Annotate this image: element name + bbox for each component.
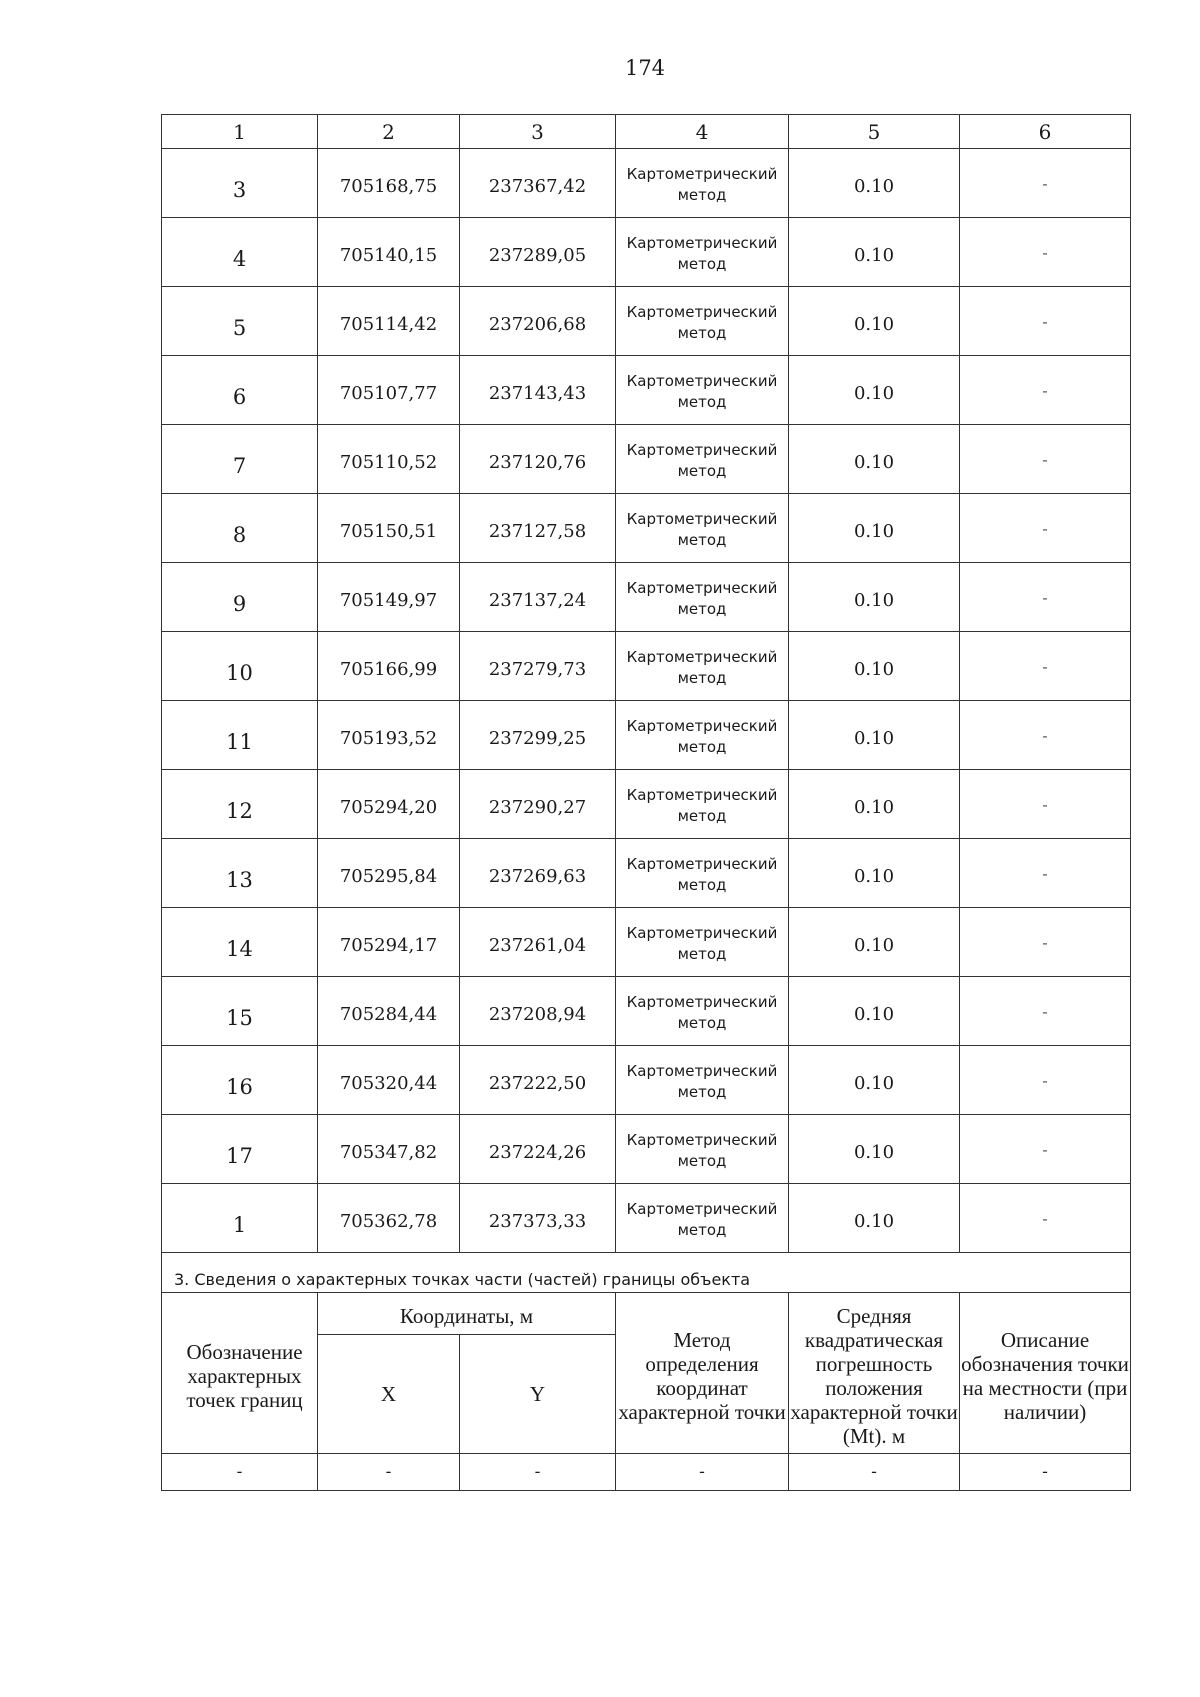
x-coordinate-cell: 705140,15 <box>318 218 460 287</box>
method-cell: Картометрический метод <box>616 701 789 770</box>
description-cell: - <box>960 1046 1131 1115</box>
point-number-cell: 16 <box>162 1046 318 1115</box>
accuracy-cell: 0.10 <box>789 563 960 632</box>
description-cell: - <box>960 494 1131 563</box>
method-cell: Картометрический метод <box>616 908 789 977</box>
accuracy-cell: 0.10 <box>789 839 960 908</box>
x-coordinate-cell: 705114,42 <box>318 287 460 356</box>
page-number: 174 <box>624 56 666 80</box>
table-row <box>162 701 1131 770</box>
point-number-cell: 13 <box>162 839 318 908</box>
header-method: Метод определения координат характерной точки <box>616 1293 789 1454</box>
method-cell: Картометрический метод <box>616 977 789 1046</box>
x-coordinate-cell: 705107,77 <box>318 356 460 425</box>
y-coordinate-cell: 237269,63 <box>460 839 616 908</box>
y-coordinate-cell: 237137,24 <box>460 563 616 632</box>
table-row <box>162 563 1131 632</box>
point-number-cell: 8 <box>162 494 318 563</box>
table-row <box>162 425 1131 494</box>
y-coordinate-cell: 237143,43 <box>460 356 616 425</box>
point-number-cell: 17 <box>162 1115 318 1184</box>
header-x: X <box>318 1335 460 1454</box>
method-cell: Картометрический метод <box>616 356 789 425</box>
column-number-cell: 4 <box>616 115 789 149</box>
x-coordinate-cell: 705294,20 <box>318 770 460 839</box>
description-cell: - <box>960 908 1131 977</box>
method-cell: Картометрический метод <box>616 1046 789 1115</box>
point-number-cell: 11 <box>162 701 318 770</box>
description-cell: - <box>960 977 1131 1046</box>
description-cell: - <box>960 839 1131 908</box>
accuracy-cell: 0.10 <box>789 632 960 701</box>
column-number-row <box>162 115 1131 149</box>
column-number-cell: 2 <box>318 115 460 149</box>
y-coordinate-cell: 237299,25 <box>460 701 616 770</box>
accuracy-cell: 0.10 <box>789 701 960 770</box>
table-row <box>162 977 1131 1046</box>
table-row <box>162 908 1131 977</box>
description-cell: - <box>960 287 1131 356</box>
y-coordinate-cell: 237127,58 <box>460 494 616 563</box>
header-designation: Обозначение характерных точек границ <box>162 1293 318 1454</box>
description-cell: - <box>960 149 1131 218</box>
point-number-cell: 15 <box>162 977 318 1046</box>
y-coordinate-cell: 237224,26 <box>460 1115 616 1184</box>
y-coordinate-cell: 237261,04 <box>460 908 616 977</box>
point-number-cell: 5 <box>162 287 318 356</box>
empty-cell: - <box>318 1454 460 1491</box>
point-number-cell: 14 <box>162 908 318 977</box>
description-cell: - <box>960 356 1131 425</box>
header-description: Описание обозначения точки на местности (при наличии) <box>960 1293 1131 1454</box>
description-cell: - <box>960 1184 1131 1253</box>
column-number-cell: 3 <box>460 115 616 149</box>
table-row <box>162 1046 1131 1115</box>
accuracy-cell: 0.10 <box>789 908 960 977</box>
accuracy-cell: 0.10 <box>789 1115 960 1184</box>
section-3-title: 3. Сведения о характерных точках части (частей) границы объекта <box>162 1253 1131 1293</box>
accuracy-cell: 0.10 <box>789 1046 960 1115</box>
x-coordinate-cell: 705320,44 <box>318 1046 460 1115</box>
method-cell: Картометрический метод <box>616 149 789 218</box>
description-cell: - <box>960 425 1131 494</box>
description-cell: - <box>960 1115 1131 1184</box>
method-cell: Картометрический метод <box>616 563 789 632</box>
x-coordinate-cell: 705166,99 <box>318 632 460 701</box>
x-coordinate-cell: 705168,75 <box>318 149 460 218</box>
accuracy-cell: 0.10 <box>789 218 960 287</box>
point-number-cell: 1 <box>162 1184 318 1253</box>
x-coordinate-cell: 705347,82 <box>318 1115 460 1184</box>
method-cell: Картометрический метод <box>616 287 789 356</box>
method-cell: Картометрический метод <box>616 494 789 563</box>
column-number-cell: 5 <box>789 115 960 149</box>
description-cell: - <box>960 701 1131 770</box>
method-cell: Картометрический метод <box>616 839 789 908</box>
method-cell: Картометрический метод <box>616 425 789 494</box>
x-coordinate-cell: 705294,17 <box>318 908 460 977</box>
description-cell: - <box>960 632 1131 701</box>
accuracy-cell: 0.10 <box>789 770 960 839</box>
point-number-cell: 9 <box>162 563 318 632</box>
empty-cell: - <box>616 1454 789 1491</box>
method-cell: Картометрический метод <box>616 770 789 839</box>
y-coordinate-cell: 237208,94 <box>460 977 616 1046</box>
method-cell: Картометрический метод <box>616 1184 789 1253</box>
y-coordinate-cell: 237206,68 <box>460 287 616 356</box>
accuracy-cell: 0.10 <box>789 356 960 425</box>
point-number-cell: 3 <box>162 149 318 218</box>
x-coordinate-cell: 705284,44 <box>318 977 460 1046</box>
method-cell: Картометрический метод <box>616 632 789 701</box>
accuracy-cell: 0.10 <box>789 1184 960 1253</box>
accuracy-cell: 0.10 <box>789 977 960 1046</box>
table-row <box>162 632 1131 701</box>
y-coordinate-cell: 237120,76 <box>460 425 616 494</box>
point-number-cell: 4 <box>162 218 318 287</box>
empty-cell: - <box>960 1454 1131 1491</box>
header-coordinates: Координаты, м <box>318 1293 616 1335</box>
table-row <box>162 1184 1131 1253</box>
empty-cell: - <box>789 1454 960 1491</box>
x-coordinate-cell: 705150,51 <box>318 494 460 563</box>
x-coordinate-cell: 705110,52 <box>318 425 460 494</box>
x-coordinate-cell: 705362,78 <box>318 1184 460 1253</box>
description-cell: - <box>960 218 1131 287</box>
method-cell: Картометрический метод <box>616 218 789 287</box>
table-row <box>162 770 1131 839</box>
x-coordinate-cell: 705295,84 <box>318 839 460 908</box>
point-number-cell: 6 <box>162 356 318 425</box>
y-coordinate-cell: 237222,50 <box>460 1046 616 1115</box>
description-cell: - <box>960 563 1131 632</box>
x-coordinate-cell: 705149,97 <box>318 563 460 632</box>
y-coordinate-cell: 237279,73 <box>460 632 616 701</box>
method-cell: Картометрический метод <box>616 1115 789 1184</box>
accuracy-cell: 0.10 <box>789 287 960 356</box>
table-row <box>162 356 1131 425</box>
point-number-cell: 10 <box>162 632 318 701</box>
table-row <box>162 494 1131 563</box>
empty-cell: - <box>162 1454 318 1491</box>
table-row <box>162 218 1131 287</box>
y-coordinate-cell: 237367,42 <box>460 149 616 218</box>
section-3-title-row <box>162 1253 1131 1293</box>
description-cell: - <box>960 770 1131 839</box>
point-number-cell: 7 <box>162 425 318 494</box>
table-row <box>162 1115 1131 1184</box>
header-y: Y <box>460 1335 616 1454</box>
y-coordinate-cell: 237289,05 <box>460 218 616 287</box>
table-row <box>162 149 1131 218</box>
table-row <box>162 287 1131 356</box>
y-coordinate-cell: 237373,33 <box>460 1184 616 1253</box>
coordinates-table <box>161 114 1131 1491</box>
section-3-empty-row <box>162 1454 1131 1491</box>
y-coordinate-cell: 237290,27 <box>460 770 616 839</box>
column-number-cell: 6 <box>960 115 1131 149</box>
section-3-header-row <box>162 1293 1131 1335</box>
empty-cell: - <box>460 1454 616 1491</box>
x-coordinate-cell: 705193,52 <box>318 701 460 770</box>
accuracy-cell: 0.10 <box>789 425 960 494</box>
accuracy-cell: 0.10 <box>789 494 960 563</box>
table-row <box>162 839 1131 908</box>
accuracy-cell: 0.10 <box>789 149 960 218</box>
column-number-cell: 1 <box>162 115 318 149</box>
point-number-cell: 12 <box>162 770 318 839</box>
header-accuracy: Средняя квадратическая погрешность положения характерной точки (Mt). м <box>789 1293 960 1454</box>
